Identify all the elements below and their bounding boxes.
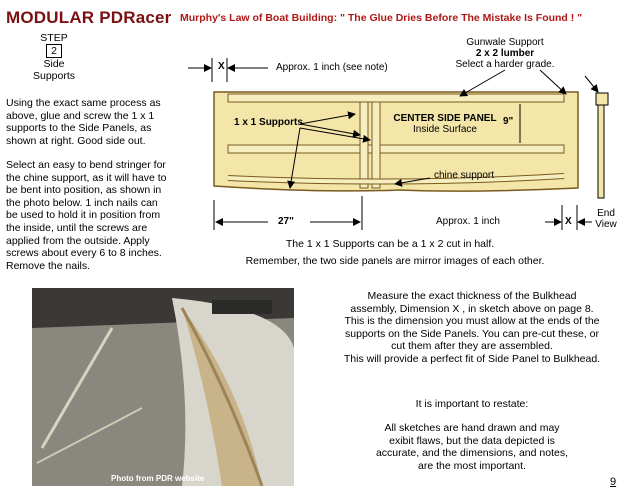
text-line: This is the dimension you must allow at the ends of the: [344, 315, 600, 328]
photo-image: [32, 288, 294, 486]
panel-label: [385, 113, 505, 135]
page-number: 9: [610, 476, 617, 488]
gunwale-support: [228, 94, 564, 102]
text-line: screws about every 6 to 8 inches.: [6, 247, 162, 260]
murphys-law-quote: Murphy's Law of Boat Building: " The Glue Dries Before The Mistake Is Found ! ": [180, 12, 583, 24]
text-line: be used to hold it in position from: [6, 209, 161, 222]
approx-bottom-label: Approx. 1 inch: [436, 216, 500, 227]
gunwale-line3: Select a harder grade.: [455, 59, 555, 70]
text-line: supports to the Side Panels, as: [6, 122, 152, 135]
text-line: above, glue and screw the 1 x 1: [6, 109, 155, 122]
gunwale-label: [440, 37, 570, 70]
gunwale-line2: 2 x 2 lumber: [475, 48, 535, 59]
vertical-support-left: [360, 102, 368, 188]
panel-line1: CENTER SIDE PANEL: [393, 113, 497, 124]
page-title: MODULAR PDRacer: [6, 8, 172, 27]
text-line: All sketches are hand drawn and may: [384, 422, 560, 434]
text-line: applied from the outside. Apply: [6, 234, 150, 247]
middle-support: [228, 145, 564, 153]
text-line: Measure the exact thickness of the Bulkhead: [367, 290, 577, 302]
chine-label: chine support: [434, 170, 495, 181]
text-line: supports on the Side Panels. You can pre-cut these, or: [345, 327, 599, 340]
photo-caption: Photo from PDR website: [111, 474, 205, 483]
disclaimer-paragraph: [322, 422, 622, 472]
text-line: exibit flaws, but the data depicted is: [389, 434, 555, 447]
text-line: Using the exact same process as: [6, 97, 161, 109]
step-number: 2: [46, 44, 62, 58]
diagram-note-1: The 1 x 1 Supports can be a 1 x 2 cut in half.: [285, 238, 495, 250]
supports-label: 1 x 1 Supports: [234, 117, 303, 128]
measure-paragraph: [322, 290, 622, 366]
boat-build-photo: [32, 288, 294, 486]
top-x-dimension: [188, 58, 268, 82]
text-line: the photo below. 1 inch nails can: [6, 196, 158, 209]
end-view-sketch: [585, 76, 608, 198]
text-line: the chine support, as it will have to: [6, 171, 167, 184]
x-mark-bottom: X: [565, 216, 572, 227]
dim-27-label: 27": [278, 216, 294, 227]
text-line: Remove the nails.: [6, 259, 91, 272]
approx-top-label: Approx. 1 inch (see note): [276, 62, 388, 73]
vertical-support-right: [372, 102, 380, 188]
text-line: assembly, Dimension X , in sketch above on page 8.: [350, 302, 594, 315]
text-line: This will provide a perfect fit of Side Panel to Bulkhead.: [343, 352, 601, 365]
dim-9-label: 9": [503, 116, 514, 127]
end-view-line1: End: [597, 208, 615, 219]
diagram-note-2: Remember, the two side panels are mirror images of each other.: [245, 255, 545, 267]
restate-heading: It is important to restate:: [415, 398, 529, 410]
text-line: Select an easy to bend stringer for: [6, 159, 166, 171]
text-line: accurate, and the dimensions, and notes,: [375, 447, 569, 460]
step-word: STEP: [40, 32, 68, 44]
text-line: cut them after they are assembled.: [391, 340, 553, 353]
panel-line2: Inside Surface: [413, 124, 477, 135]
text-line: shown at right. Good side out.: [6, 134, 146, 147]
step-name-line1: Side: [43, 58, 65, 70]
text-line: the inside, until the screws are: [6, 221, 148, 234]
text-line: be bent into position, as shown in: [6, 184, 162, 197]
step-name-line2: Supports: [32, 70, 76, 82]
end-view-label: [588, 208, 624, 230]
end-view-line2: View: [595, 219, 617, 230]
gunwale-line1: Gunwale Support: [466, 37, 544, 48]
x-mark-top: X: [218, 61, 225, 72]
text-line: are the most important.: [418, 459, 526, 472]
